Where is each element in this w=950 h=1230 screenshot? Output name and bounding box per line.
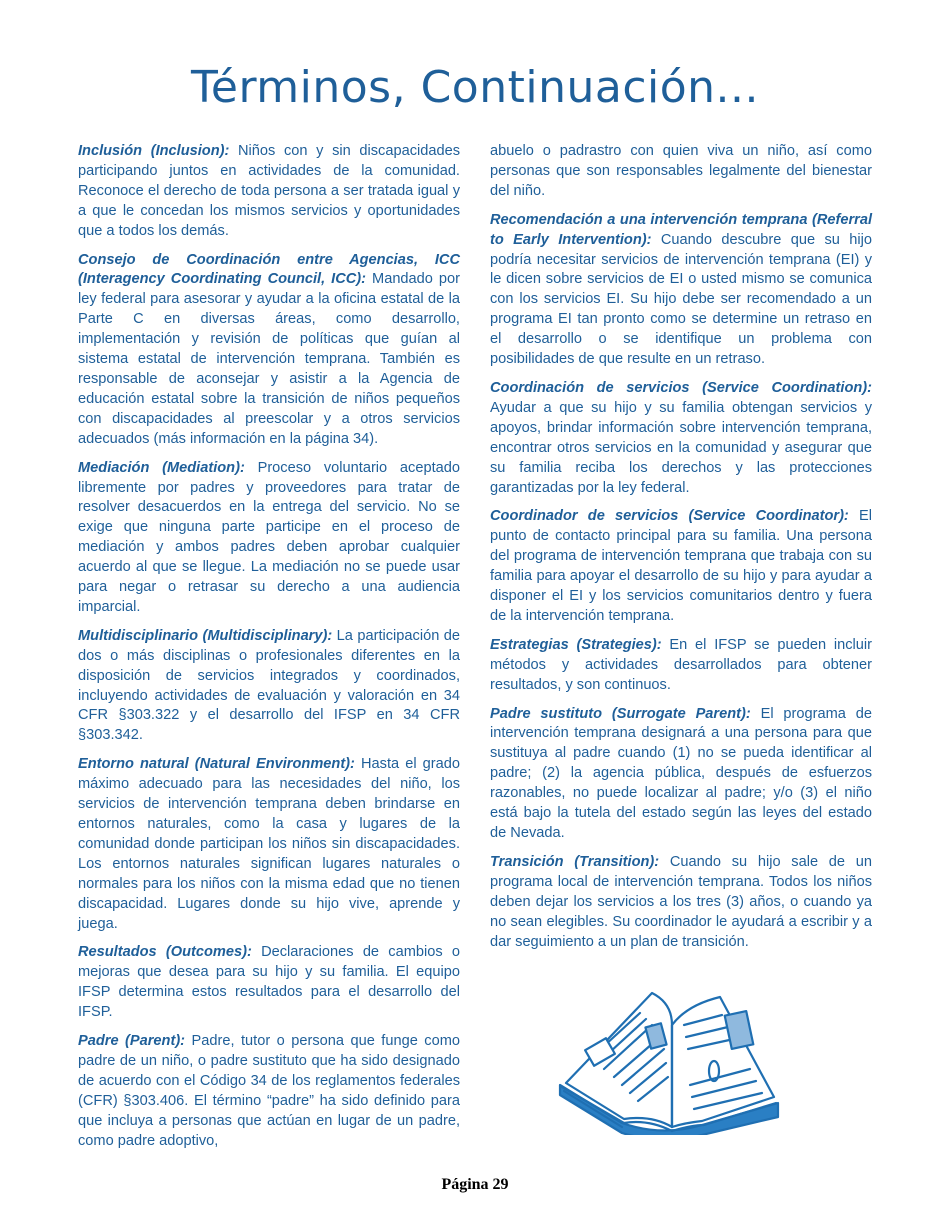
glossary-term: Entorno natural (Natural Environment):	[78, 756, 355, 773]
glossary-entry	[490, 507, 872, 626]
glossary-definition: Cuando su hijo sale de un programa local de intervención temprana. Todos los niños deben dejar los servicios a los tres (3) años, o cuando ya no sean elegibles. Su coordinador le ayudará a escribir y a dar seguimiento a un plan de transición.	[490, 853, 872, 950]
glossary-term: Multidisciplinario (Multidisciplinary):	[78, 627, 333, 644]
glossary-term: Padre sustituto (Surrogate Parent):	[490, 705, 751, 722]
glossary-entry	[78, 943, 460, 1023]
glossary-term: Resultados (Outcomes):	[78, 944, 252, 961]
glossary-term: Coordinación de servicios (Service Coordination):	[490, 379, 872, 396]
glossary-definition: Proceso voluntario aceptado libremente por padres y proveedores para tratar de resolver desacuerdos en la entrega del servicio. No se exige que ninguna parte participe en el proceso de mediación y ambos padres deben aprobar cualquier acuerdo al que se llegue. La mediación no se puede usar para negar o retrasar su derecho a una audiencia imparcial.	[78, 459, 460, 615]
glossary-definition: Hasta el grado máximo adecuado para las necesidades del niño, los servicios de intervención temprana deben brindarse en entornos naturales, como la casa y lugares de la comunidad donde participan los niños sin discapacidades. Los entornos naturales significan lugares naturales o normales para los niños con la misma edad que no tienen discapacidad. Lugares donde su hijo vive, aprende y juega.	[78, 756, 460, 932]
glossary-entry	[78, 627, 460, 746]
page-title: Términos, Continuación...	[191, 62, 759, 113]
glossary-definition: El programa de intervención temprana designará a una persona para que sustituya al padre cuando (1) no se pueda identificar al padre; (2) la agencia pública, después de esfuerzos razonables, no puede localizar al padre; y/o (3) el niño está bajo la tutela del estado según las leyes del estado de Nevada.	[490, 705, 872, 841]
glossary-entry-continued	[490, 142, 872, 202]
glossary-term: Mediación (Mediation):	[78, 459, 245, 476]
glossary-entry	[490, 853, 872, 953]
left-column	[78, 142, 460, 1161]
glossary-entry	[78, 459, 460, 618]
glossary-definition: Mandado por ley federal para asesorar y ayudar a la oficina estatal de la Parte C en diversas áreas, como desarrollo, implementación y revisión de políticas que guían al sistema estatal de intervención temprana. También es responsable de aconsejar y asistir a la Agencia de educación estatal sobre la transición de niños pequeños con discapacidades al preescolar y a otros servicios adecuados (más información en la página 34).	[78, 271, 461, 447]
glossary-definition: En el IFSP se pueden incluir métodos y actividades desarrollados para obtener resultados, y son continuos.	[490, 636, 872, 693]
glossary-entry	[490, 636, 872, 696]
right-column	[490, 142, 872, 961]
glossary-entry	[490, 379, 872, 498]
glossary-definition: Ayudar a que su hijo y su familia obtengan servicios y apoyos, brindar información sobre intervención temprana, encontrar otros servicios en la comunidad y asegurar que su familia reciba los derechos y las protecciones garantizadas por la ley federal.	[490, 399, 872, 496]
glossary-term: Padre (Parent):	[78, 1033, 186, 1050]
glossary-entry	[78, 755, 460, 934]
glossary-entry	[78, 251, 460, 450]
glossary-term: Transición (Transition):	[490, 853, 660, 870]
glossary-entry	[78, 142, 460, 242]
glossary-definition: Cuando descubre que su hijo podría necesitar servicios de intervención temprana (EI) y le dicen sobre servicios de EI o usted mismo se comunica con los servicios EI. Su hijo debe ser recomendado a un programa EI tan pronto como se determine un retraso en el desarrollo o se identifique un problema con posibilidades de que resulte en un retraso.	[490, 231, 872, 368]
glossary-definition: Niños con y sin discapacidades participando juntos en actividades de la comunidad. Reconoce el derecho de toda persona a ser tratada igual y a que le concedan los mismos servicios y oportunidades que a todos los demás.	[78, 143, 460, 239]
glossary-definition: abuelo o padrastro con quien viva un niño, así como personas que son responsables legalmente del bienestar del niño.	[490, 143, 872, 199]
glossary-term: Recomendación a una intervención temprana (Referral to Early Intervention):	[490, 211, 872, 248]
glossary-definition: Declaraciones de cambios o mejoras que desea para su hijo y su familia. El equipo IFSP determina estos resultados para el desarrollo del IFSP.	[78, 944, 460, 1021]
glossary-term: Inclusión (Inclusion):	[78, 143, 230, 159]
glossary-entry	[490, 211, 872, 370]
page-number: Página 29	[441, 1176, 509, 1193]
glossary-entry	[490, 705, 872, 844]
glossary-definition: El punto de contacto principal para su familia. Una persona del programa de intervención temprana que trabaja con su familia para apoyar el desarrollo de su hijo y para ayudar a disponer el EI y los servicios comunitarios dentro y fuera de la intervención temprana.	[490, 508, 872, 624]
glossary-term: Estrategias (Strategies):	[490, 636, 662, 653]
open-book-icon	[552, 985, 782, 1135]
glossary-term: Consejo de Coordinación entre Agencias, ICC (Interagency Coordinating Council, ICC):	[78, 251, 460, 288]
glossary-definition: La participación de dos o más disciplinas o profesionales diferentes en la disposición de servicios integrados y coordinados, incluyendo actividades de evaluación y valoración en 34 CFR §303.322 y el desarrollo del IFSP en 34 CFR §303.342.	[78, 627, 461, 744]
glossary-entry	[78, 1032, 460, 1151]
glossary-term: Coordinador de servicios (Service Coordinator):	[490, 508, 849, 525]
glossary-definition: Padre, tutor o persona que funge como padre de un niño, o padre sustituto que ha sido designado de acuerdo con el Código 34 de los reglamentos federales (CFR) §303.406. El término “padre” ha sido definido para que incluya a personas que actúan en lugar de un padre, como padre adoptivo,	[78, 1033, 460, 1149]
